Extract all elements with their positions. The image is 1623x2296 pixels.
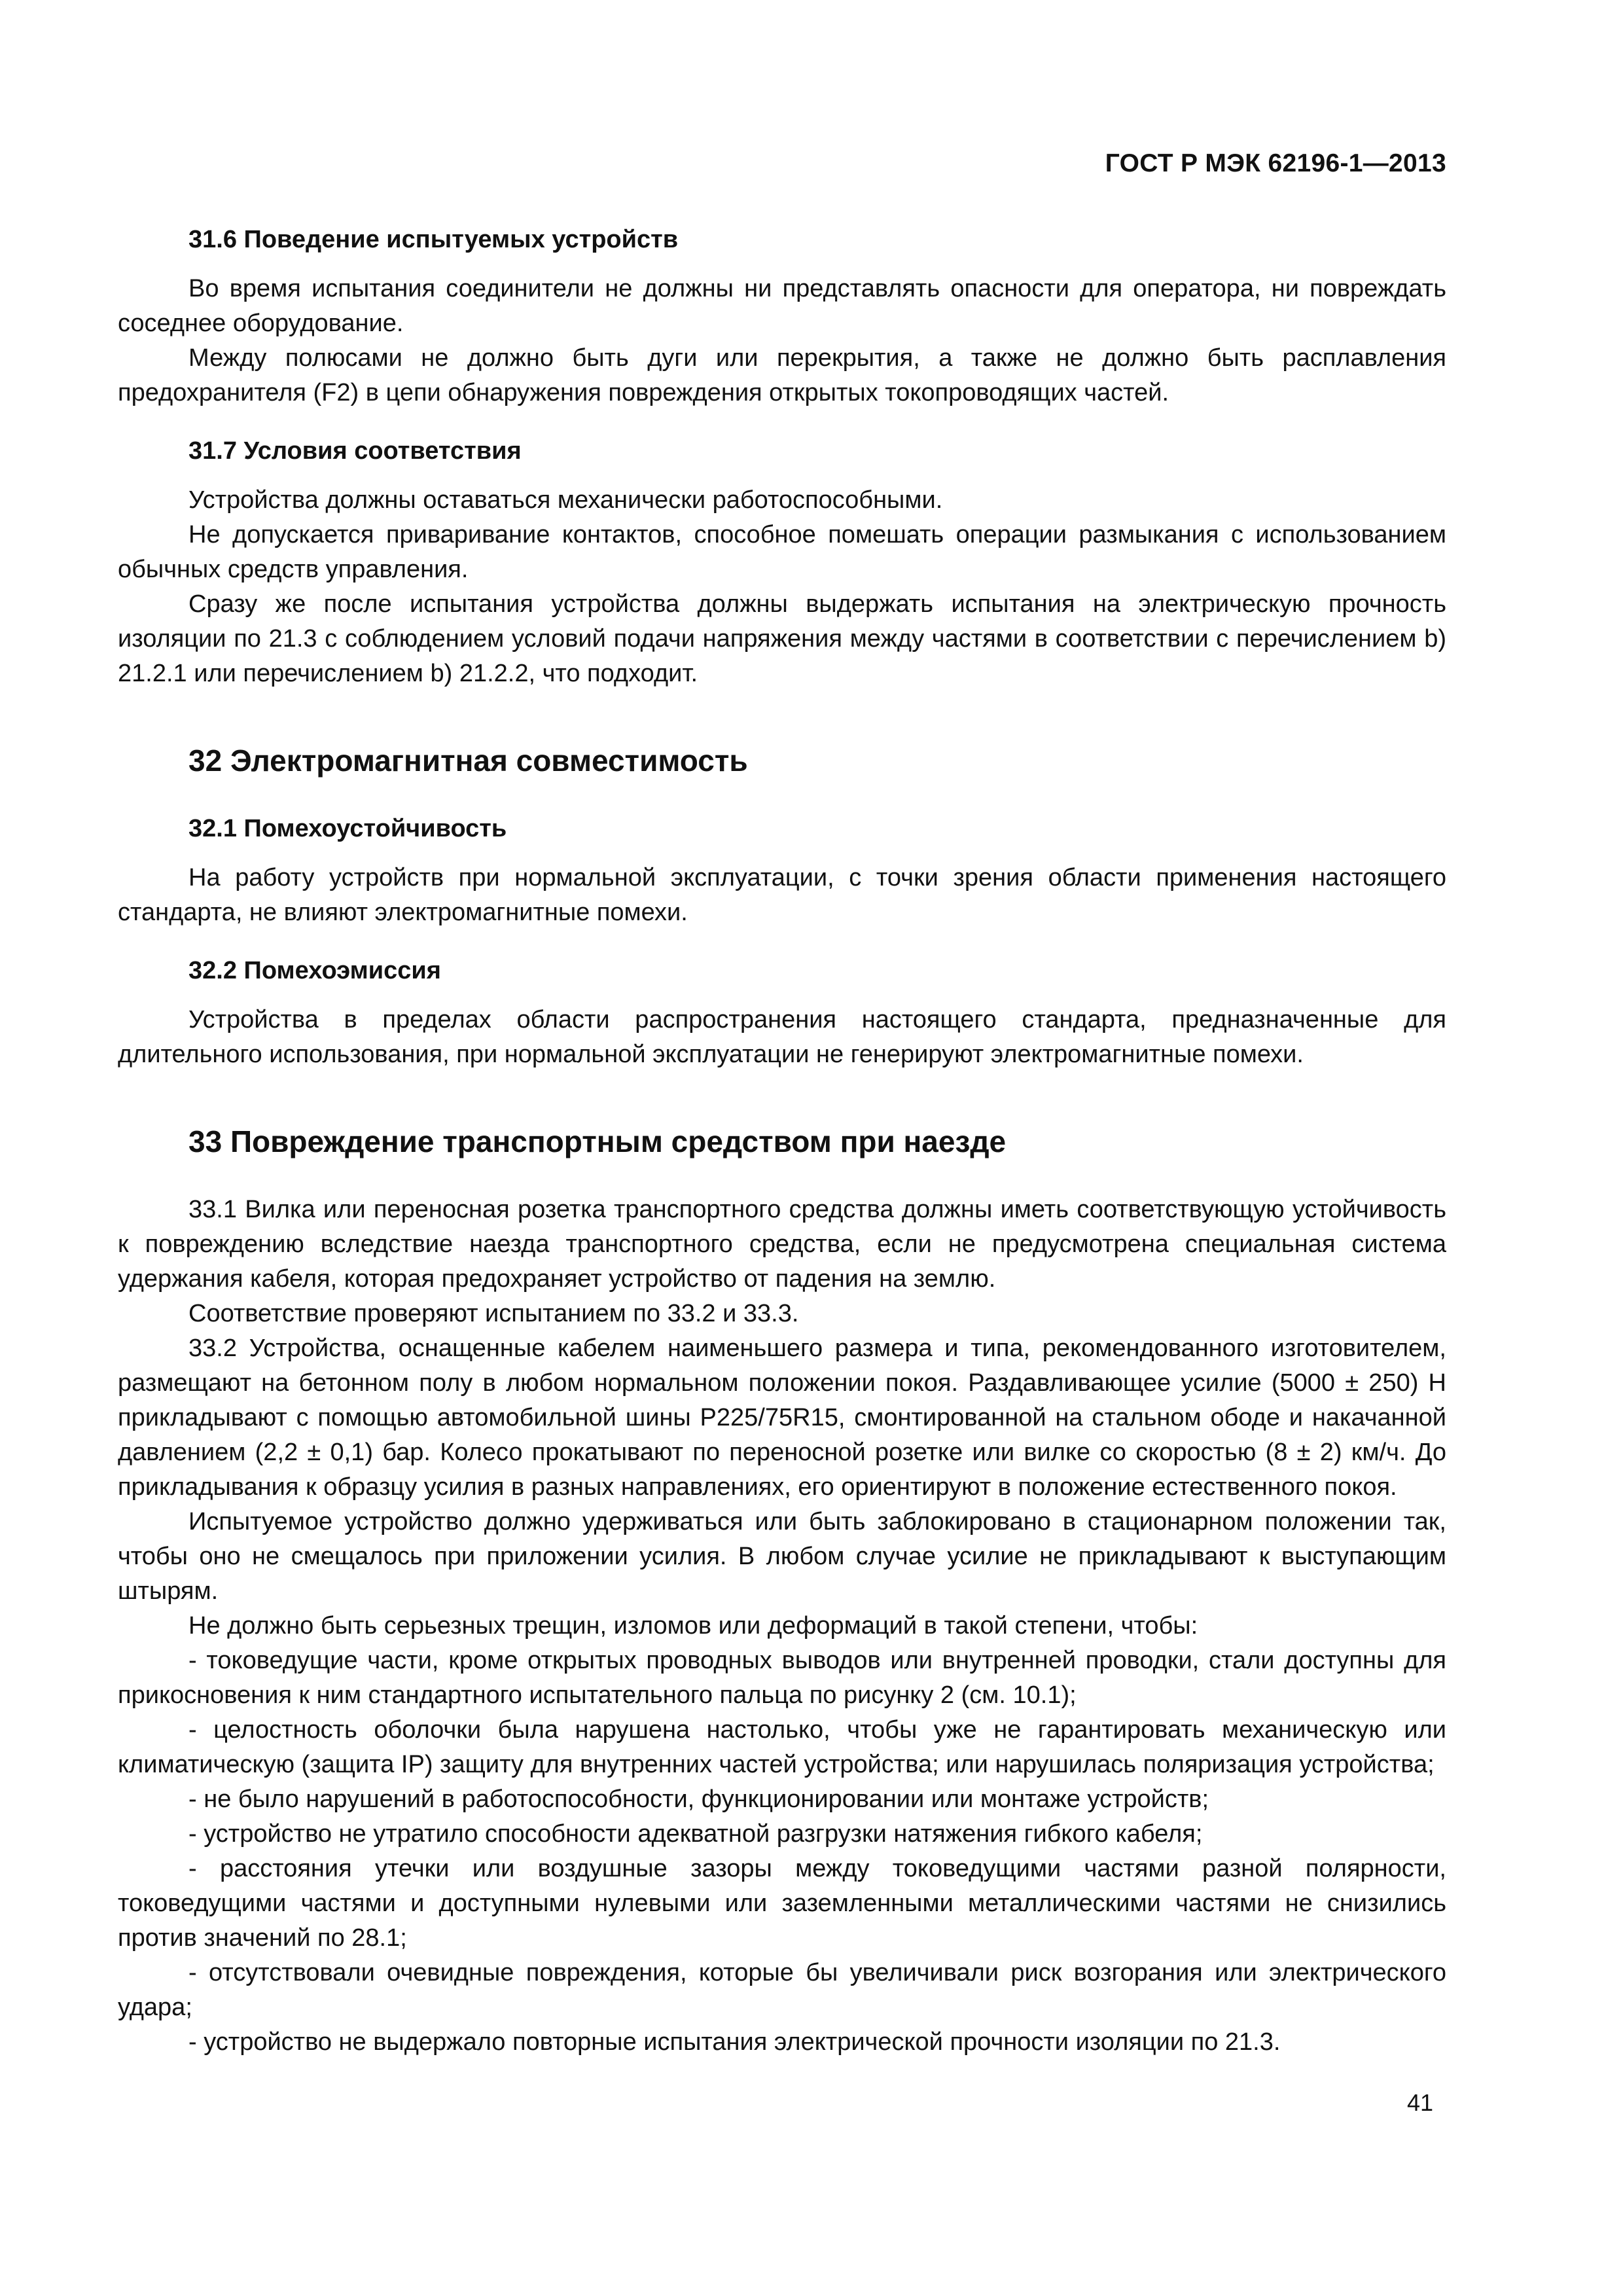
section-31-6-paragraph-1: Во время испытания соединители не должны ни представлять опасности для оператора, ни повреждать соседнее оборудование. xyxy=(118,275,1446,337)
section-31-6-paragraph-2: Между полюсами не должно быть дуги или перекрытия, а также не должно быть расплавления предохранителя (F2) в цепи обнаружения повреждения открытых токопроводящих частей. xyxy=(118,344,1446,406)
section-31-7-paragraph-3: Сразу же после испытания устройства должны выдержать испытания на электрическую прочность изоляции по 21.3 с соблюдением условий подачи напряжения между частями в соответствии с перечислением b) 21.2.1 или перечислением b) 21.2.2, что подходит. xyxy=(118,590,1446,687)
section-33-list-item-1: - токоведущие части, кроме открытых проводных выводов или внутренней проводки, стали доступны для прикосновения к ним стандартного испытательного пальца по рисунку 2 (см. 10.1); xyxy=(118,1647,1446,1709)
section-31-7-paragraph-1: Устройства должны оставаться механически работоспособными. xyxy=(188,486,943,514)
section-33-paragraph-4: Испытуемое устройство должно удерживаться или быть заблокировано в стационарном положении так, чтобы оно не смещалось при приложении усилия. В любом случае усилие не прикладывают к выступающим штырям. xyxy=(118,1508,1446,1605)
section-33-list-item-2: - целостность оболочки была нарушена настолько, чтобы уже не гарантировать механическую или климатическую (защита IP) защиту для внутренних частей устройства; или нарушилась поляризация устройства; xyxy=(118,1716,1446,1778)
section-31-7-paragraph-2: Не допускается приваривание контактов, способное помешать операции размыкания с использованием обычных средств управления. xyxy=(118,521,1446,583)
section-32-title: 32 Электромагнитная совместимость xyxy=(188,744,748,778)
section-32-1-paragraph-1: На работу устройств при нормальной эксплуатации, с точки зрения области применения настоящего стандарта, не влияют электромагнитные помехи. xyxy=(118,864,1446,926)
section-32-2-paragraph-1: Устройства в пределах области распространения настоящего стандарта, предназначенные для длительного использования, при нормальной эксплуатации не генерируют электромагнитные помехи. xyxy=(118,1006,1446,1068)
section-33-paragraph-1: 33.1 Вилка или переносная розетка транспортного средства должны иметь соответствующую устойчивость к повреждению вследствие наезда транспортного средства, если не предусмотрена специальная система удержания кабеля, которая предохраняет устройство от падения на землю. xyxy=(118,1196,1446,1293)
section-33-title: 33 Повреждение транспортным средством при наезде xyxy=(188,1124,1007,1158)
section-32-2-title: 32.2 Помехоэмиссия xyxy=(188,957,441,984)
document-id-header: ГОСТ Р МЭК 62196-1—2013 xyxy=(1105,149,1446,177)
section-33-paragraph-2: Соответствие проверяют испытанием по 33.2 и 33.3. xyxy=(188,1300,799,1327)
section-33-list-item-5: - расстояния утечки или воздушные зазоры между токоведущими частями разной полярности, токоведущими частями и доступными нулевыми или заземленными металлическими частями не снизились против значений по 28.1; xyxy=(118,1855,1446,1952)
section-33-list-item-3: - не было нарушений в работоспособности, функционировании или монтаже устройств; xyxy=(188,1785,1209,1813)
section-33-list-item-4: - устройство не утратило способности адекватной разгрузки натяжения гибкого кабеля; xyxy=(188,1820,1203,1848)
document-page xyxy=(118,0,1446,2296)
section-33-paragraph-3: 33.2 Устройства, оснащенные кабелем наименьшего размера и типа, рекомендованного изготовителем, размещают на бетонном полу в любом нормальном положении покоя. Раздавливающее усилие (5000 ± 250) Н прикладывают с помощью автомобильной шины P225/75R15, смонтированной на стальном ободе и накачанной давлением (2,2 ± 0,1) бар. Колесо прокатывают по переносной розетке или вилке со скоростью (8 ± 2) км/ч. До прикладывания к образцу усилия в разных направлениях, его ориентируют в положение естественного покоя. xyxy=(118,1335,1446,1501)
section-33-list-item-7: - устройство не выдержало повторные испытания электрической прочности изоляции по 21.3. xyxy=(188,2028,1281,2056)
section-33-paragraph-5: Не должно быть серьезных трещин, изломов или деформаций в такой степени, чтобы: xyxy=(188,1612,1198,1640)
section-31-7-title: 31.7 Условия соответствия xyxy=(188,437,522,465)
section-32-1-title: 32.1 Помехоустойчивость xyxy=(188,815,507,842)
page-number: 41 xyxy=(1406,2089,1433,2116)
section-31-6-title: 31.6 Поведение испытуемых устройств xyxy=(188,226,679,253)
page-content xyxy=(118,223,1446,2060)
section-33-list-item-6: - отсутствовали очевидные повреждения, которые бы увеличивали риск возгорания или электрического удара; xyxy=(118,1959,1446,2021)
